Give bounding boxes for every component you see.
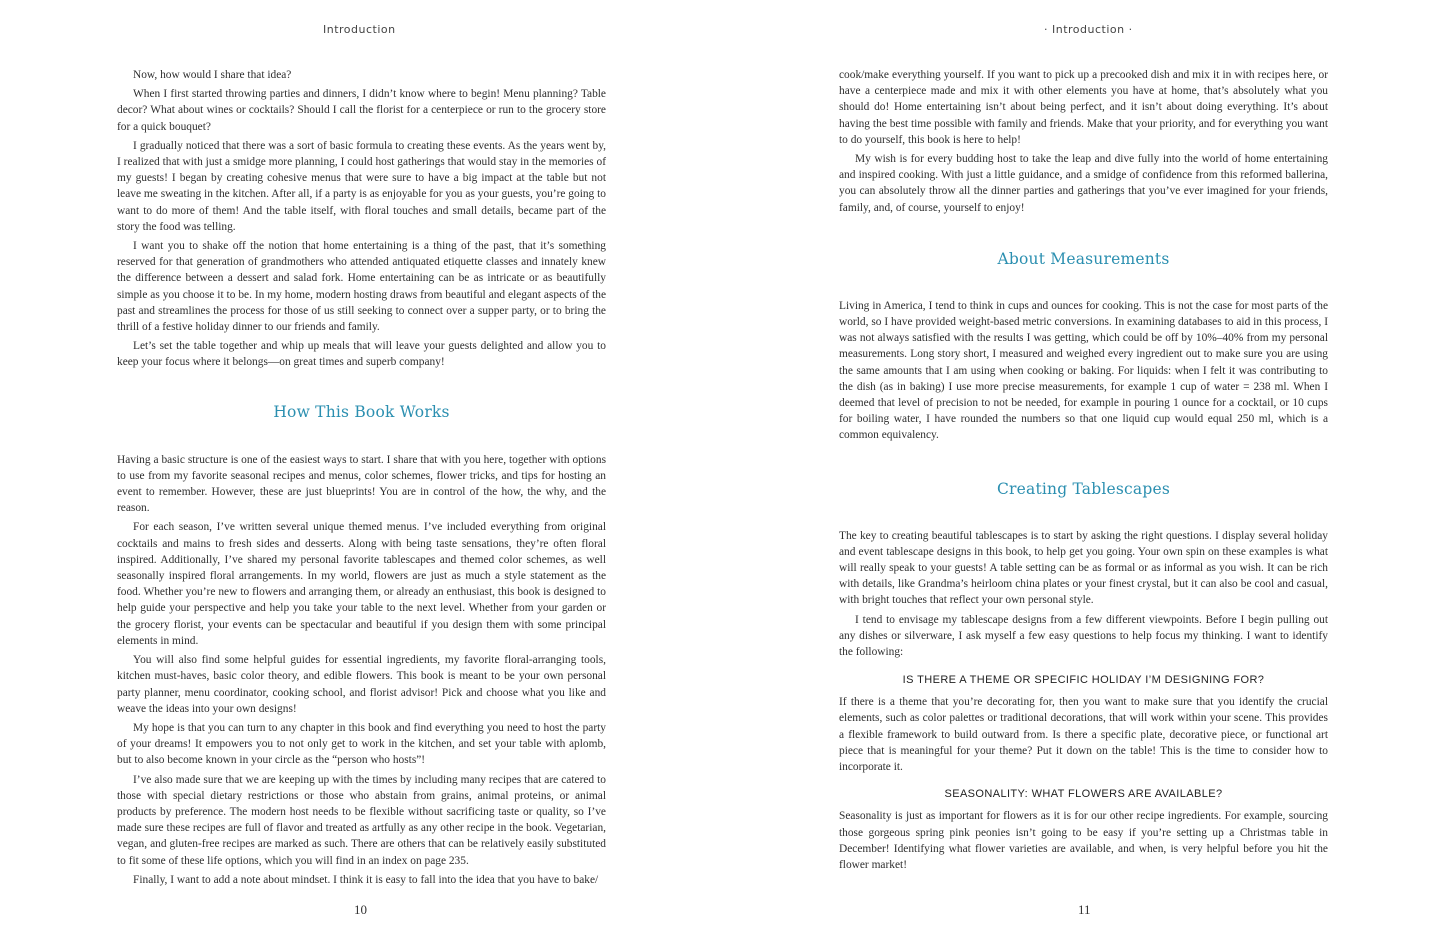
running-head: · Introduction · xyxy=(1044,23,1133,36)
running-head: Introduction xyxy=(323,23,396,36)
body-paragraph: I gradually noticed that there was a sort of basic formula to creating these events. As the years went by, I realized that with just a smidge more planning, I could host gatherings that would stay in the memories of my guests! I began by creating cohesive menus that were sure to have a big impact at the table but not leave me sweating in the kitchen. After all, if a party is as enjoyable for you as your guests, you’re going to want to do more of them! And the table itself, with floral touches and small details, became part of the story the food was telling. xyxy=(117,139,606,233)
section-heading: Creating Tablescapes xyxy=(996,479,1171,498)
body-paragraph: You will also find some helpful guides for essential ingredients, my favorite floral-arranging tools, kitchen must-haves, basic color theory, and edible flowers. This book is meant to be your own personal party planner, menu coordinator, cooking school, and florist advisor! Pick and choose what you like and weave the ideas into your own designs! xyxy=(117,654,606,715)
section-heading: About Measurements xyxy=(997,249,1170,268)
right-page xyxy=(723,0,1445,935)
body-paragraph: For each season, I’ve written several unique themed menus. I’ve included everything from original cocktails and mains to fresh sides and desserts. Along with being taste sensations, they’re often floral inspired. Additionally, I’ve shared my personal favorite tablescapes and themed color schemes, as well seasonally inspired floral arrangements. In my world, flowers are just as much a style statement as the food. Whether you’re new to flowers and arranging them, or already an enthusiast, this book is designed to help guide your perspective and help you take your table to the next level. Whether from your garden or the grocery florist, your events can be spectacular and beautiful if you design them with some principal elements in mind. xyxy=(117,521,606,647)
page-number: 10 xyxy=(354,902,367,917)
section-heading: How This Book Works xyxy=(273,402,450,421)
text-column xyxy=(117,67,606,891)
body-paragraph: Having a basic structure is one of the easiest ways to start. I share that with you here, together with options to use from my favorite seasonal recipes and menus, color schemes, flower tricks, and tips for hosting an event to remember. However, these are just blueprints! You are in control of the how, the why, and the reason. xyxy=(117,453,606,515)
body-paragraph: The key to creating beautiful tablescapes is to start by asking the right questions. I display several holiday and event tablescape designs in this book, to help get you going. Your own spin on these examples is what will really speak to your guests! A table setting can be as formal or as informal as you wish. It can be rich with details, like Grandma’s heirloom china plates or your finest crystal, but it can also be cool and casual, with bright touches that reflect your own personal style. xyxy=(839,529,1328,607)
subsection-heading: SEASONALITY: WHAT FLOWERS ARE AVAILABLE? xyxy=(944,788,1223,801)
body-paragraph: Living in America, I tend to think in cups and ounces for cooking. This is not the case for most parts of the world, so I have provided weight-based metric conversions. In examining databases to aid in this process, I was not always satisfied with the results I was getting, which could be off by 10%–40% from my personal measurements. Long story short, I measured and weighed every ingredient out to make sure you are using the same amounts that I am using when cooking or baking. For liquids: when I felt it was contributing to the dish (as in baking) I use more precise measurements, for example 1 cup of water = 238 ml. When I deemed that level of precision to not be needed, for example in pouring 1 ounce for a cocktail, or 10 cups for boiling water, I have rounded the numbers so that one liquid cup would equal 250 ml, which is a common equivalency. xyxy=(839,299,1328,442)
body-paragraph: My wish is for every budding host to take the leap and dive fully into the world of home entertaining and inspired cooking. With just a little guidance, and a smidge of confidence from this reformed ballerina, you can absolutely throw all the dinner parties and gatherings that you’ve ever imagined for your friends, family, and, of course, yourself to enjoy! xyxy=(839,153,1328,214)
page-number: 11 xyxy=(1078,902,1091,917)
body-paragraph: When I first started throwing parties and dinners, I didn’t know where to begin! Menu planning? Table decor? What about wines or cocktails? Should I call the florist for a centerpiece or run to the grocery store for a quick bouquet? xyxy=(117,88,606,133)
body-paragraph: I’ve also made sure that we are keeping up with the times by including many recipes that are catered to those with special dietary restrictions or those who abstain from grains, animal proteins, or animal products by preference. The modern host needs to be flexible without sacrificing taste or quality, so I’ve made sure these recipes are full of flavor and treated as artfully as any other recipe in the book. Vegetarian, vegan, and gluten-free recipes are marked as such. There are others that can be relatively easily substituted to fit some of these life options, which you will find in an index on page 235. xyxy=(117,773,606,867)
text-column xyxy=(839,67,1328,876)
body-paragraph: Finally, I want to add a note about mindset. I think it is easy to fall into the idea that you have to bake/ xyxy=(133,873,599,886)
body-paragraph: My hope is that you can turn to any chapter in this book and find everything you need to host the party of your dreams! It empowers you to not only get to work in the kitchen, and set your table with aplomb, but to also become known in your circle as the “person who hosts”! xyxy=(117,721,606,767)
body-paragraph: cook/make everything yourself. If you want to pick up a precooked dish and mix it in with recipes here, or have a centerpiece made and mix it with other elements you have at home, that’s absolutely what you should do! Home entertaining isn’t about being perfect, and it isn’t about doing everything. It’s about having the best time possible with family and friends. Make that your priority, and for everything you want to do yourself, this book is here to help! xyxy=(839,69,1328,146)
body-paragraph: I tend to envisage my tablescape designs from a few different viewpoints. Before I begin pulling out any dishes or silverware, I ask myself a few easy questions to help focus my thinking. I want to identify the following: xyxy=(839,613,1328,659)
body-paragraph: If there is a theme that you’re decorating for, then you want to make sure that you identify the crucial elements, such as color palettes or traditional decorations, that will work within your scene. This provides a flexible framework to build outward from. Is there a specific plate, decorative piece, or functional art piece that is meaningful for your theme? Put it down on the table! This is the time to consider how to incorporate it. xyxy=(839,696,1328,774)
subsection-heading: IS THERE A THEME OR SPECIFIC HOLIDAY I’M DESIGNING FOR? xyxy=(902,674,1265,687)
body-paragraph: I want you to shake off the notion that home entertaining is a thing of the past, that it’s something reserved for that generation of grandmothers who attended antiquated etiquette classes and innately knew the difference between a dessert and salad fork. Home entertaining can be as intricate or as beautifully simple as you choose it to be. In my home, modern hosting draws from beautiful and elegant aspects of the past and streamlines the process for those of us still seeking to connect over a supper party, or to bring the thrill of a festive holiday dinner to our friends and family. xyxy=(117,240,606,334)
body-paragraph: Seasonality is just as important for flowers as it is for our other recipe ingredients. For example, sourcing those gorgeous spring pink peonies isn’t going to be easy if you’re setting up a Christmas table in December! Identifying what flower varieties are available, and when, is very helpful before you hit the flower market! xyxy=(839,810,1328,871)
body-paragraph: Now, how would I share that idea? xyxy=(133,69,292,81)
left-page xyxy=(0,0,722,935)
body-paragraph: Let’s set the table together and whip up meals that will leave your guests delighted and allow you to keep your focus where it belongs—on great times and superb company! xyxy=(117,340,606,369)
